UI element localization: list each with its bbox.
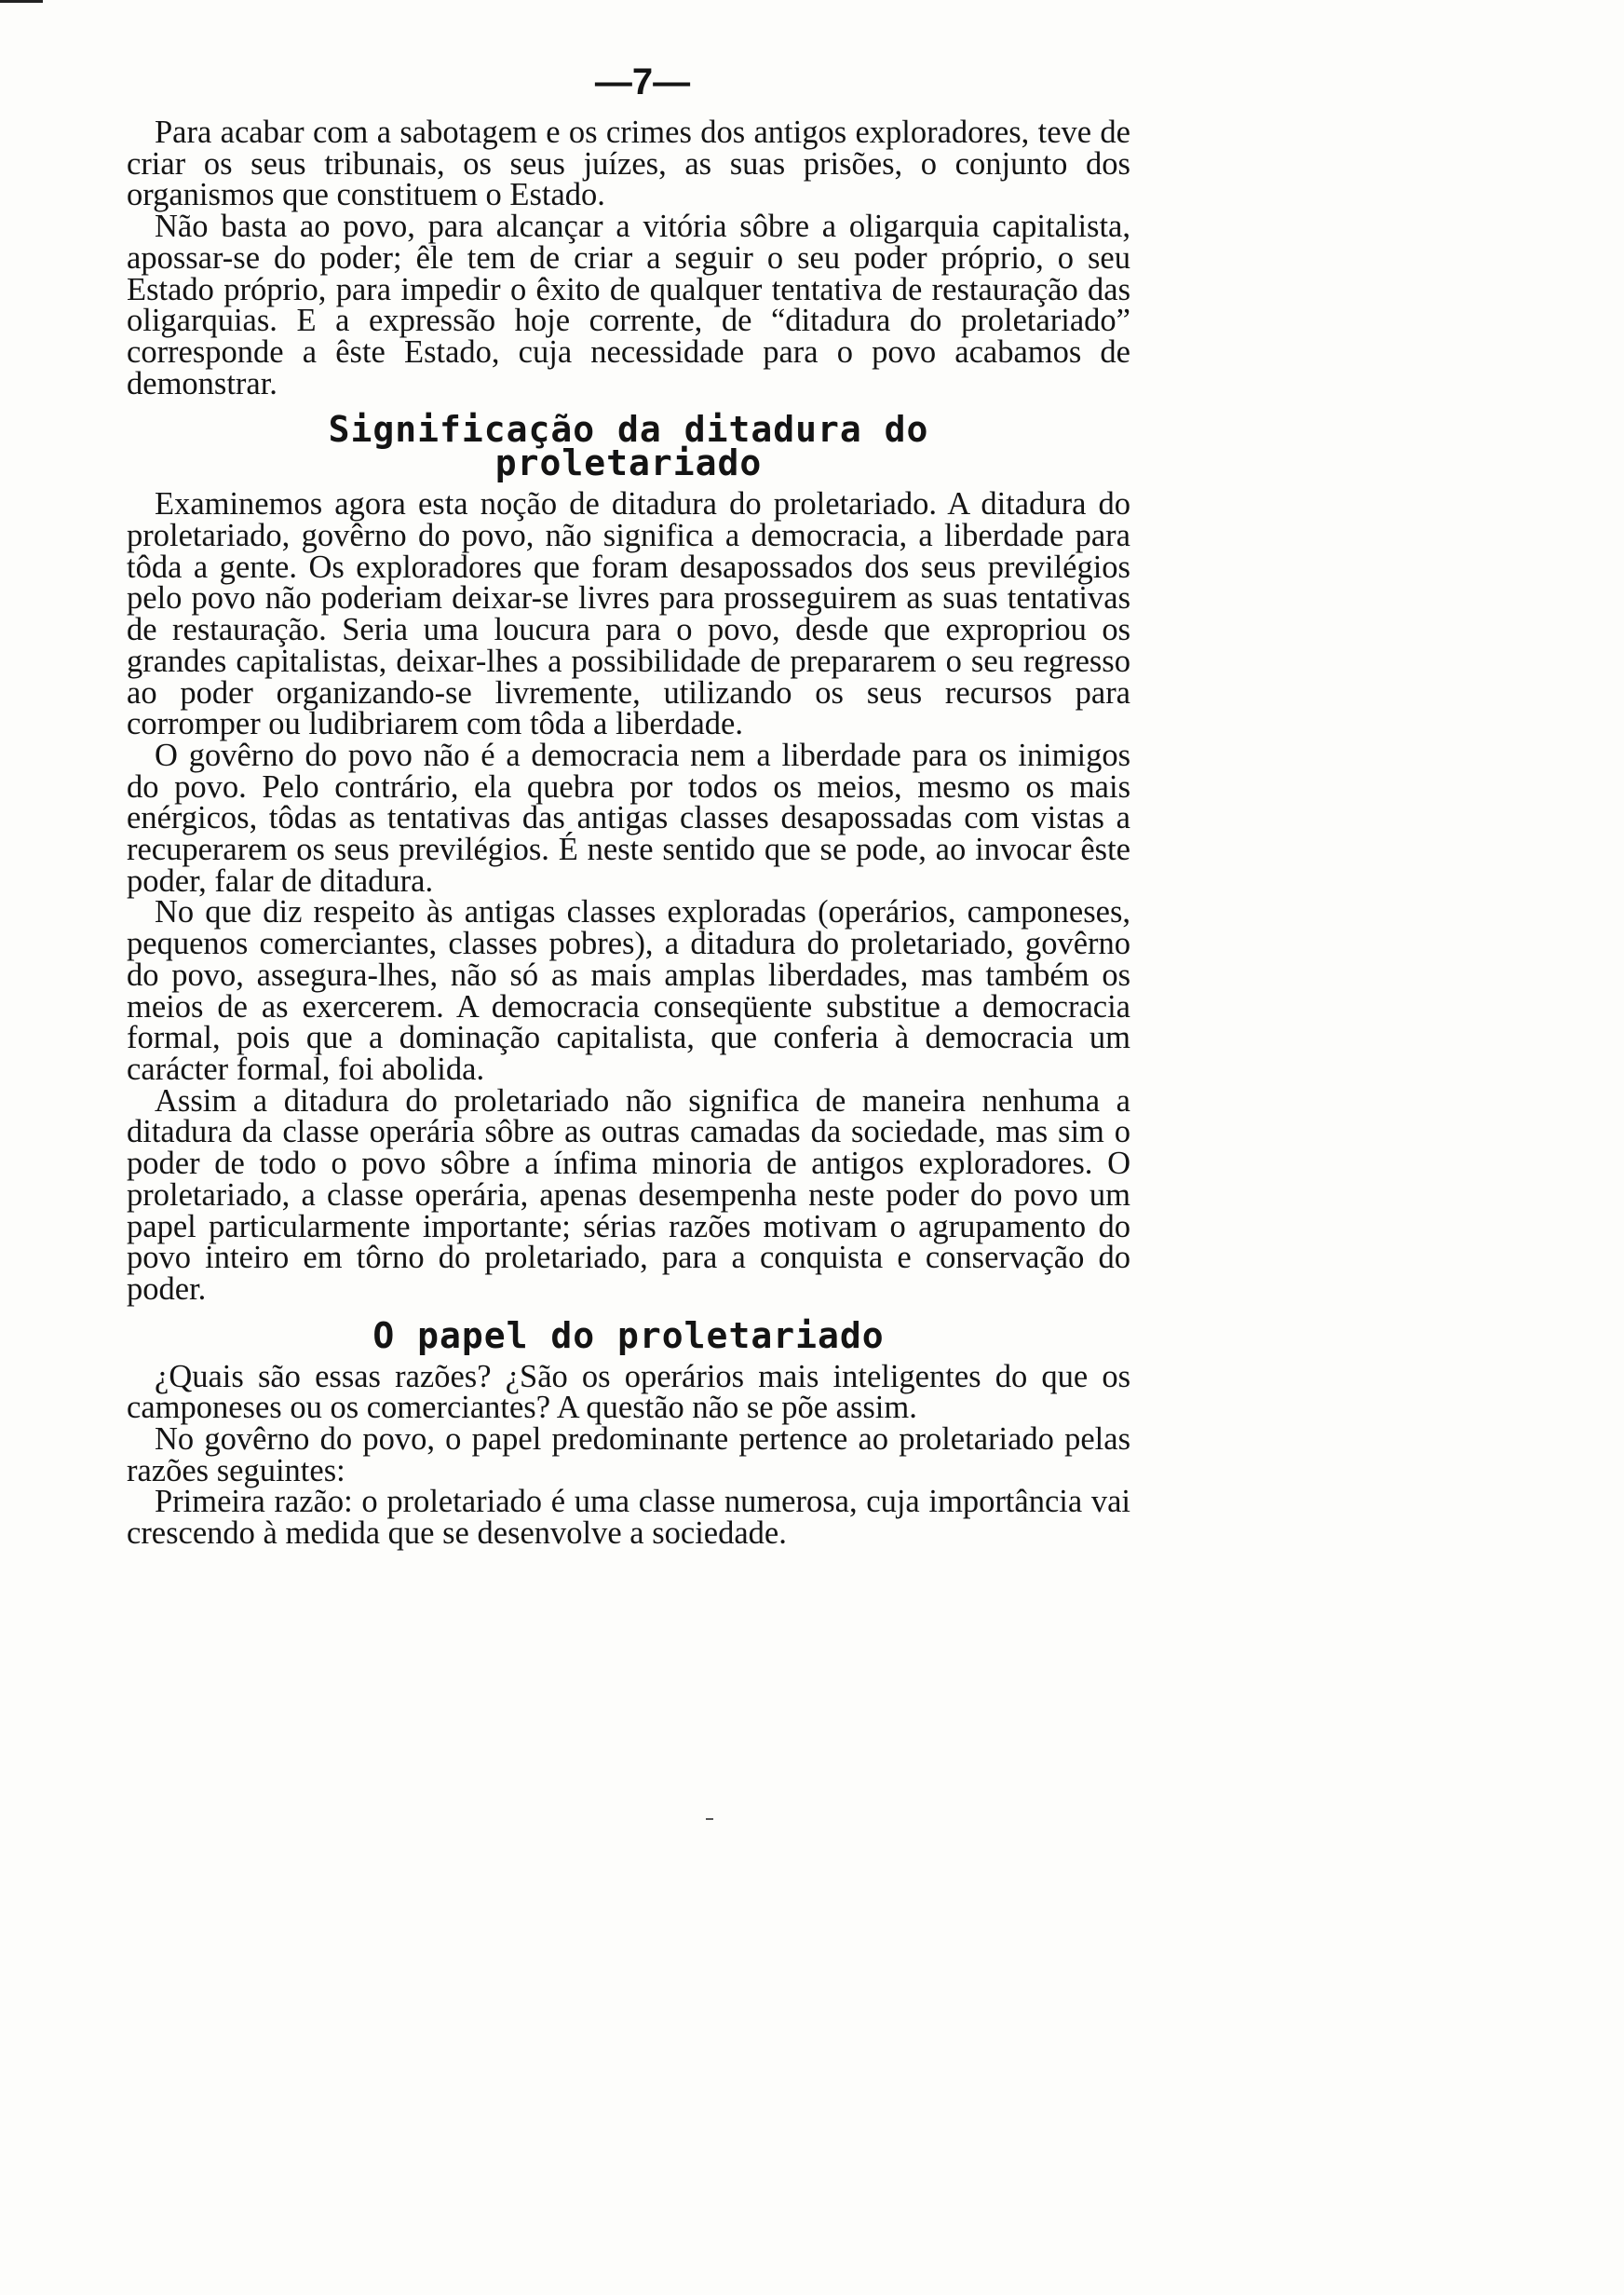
- section-heading-role: [127, 1314, 1130, 1356]
- paragraph-sabotage: Para acabar com a sabotagem e os crimes dos antigos exploradores, teve de criar os seus tribunais, os seus juízes, as suas prisões, o conjunto dos organismos que constituem o Estado.: [127, 115, 1130, 213]
- heading-line: proletariado: [494, 442, 763, 484]
- corner-rule: [0, 0, 43, 3]
- paragraph-first-reason: Primeira razão: o proletariado é uma classe numerosa, cuja importância vai crescendo à medida que se desenvolve a sociedade.: [127, 1484, 1130, 1552]
- body-text: [127, 117, 1130, 1550]
- page-number: —7—: [594, 61, 691, 102]
- paragraph-government-of-people: O govêrno do povo não é a democracia nem a liberdade para os inimigos do povo. Pelo contrário, ela quebra por todos os meios, mesmo os mais enérgicos, tôdas as tentativas das antigas classes desapossadas com vistas a recuperarem os seus previlégios. É neste sentido que se pode, ao invocar êste poder, falar de ditadura.: [127, 737, 1130, 899]
- heading-line: Significação da ditadura do: [328, 409, 929, 451]
- paragraph-power-of-people: Assim a ditadura do proletariado não significa de maneira nenhuma a ditadura da classe operária sôbre as outras camadas da sociedade, mas sim o poder de todo o povo sôbre a ínfima minoria de antigos exploradores. O proletariado, a classe operária, apenas desempenha neste poder do povo um papel particularmente importante; sérias razões motivam o agrupamento do povo inteiro em tôrno do proletariado, para a conquista e conservação do poder.: [127, 1082, 1130, 1307]
- paragraph-predominant-role: No govêrno do povo, o papel predominante pertence ao proletariado pelas razões seguintes:: [127, 1421, 1130, 1488]
- paragraph-notion-dictatorship: Examinemos agora esta noção de ditadura do proletariado. A ditadura do proletariado, govêrno do povo, não significa a democracia, a liberdade para tôda a gente. Os exploradores que foram desapossados dos seus previlégios pelo povo não poderiam deixar-se livres para prosseguirem as suas tentativas de restauração. Seria uma loucura para o povo, desde que expropriou os grandes capitalistas, deixar-lhes a possibilidade de prepararem o seu regresso ao poder organizando-se livremente, utilizando os seus recursos para corromper ou ludibriarem com tôda a liberdade.: [127, 486, 1130, 742]
- section-heading-significance: [127, 409, 1130, 484]
- bottom-mark: [706, 1818, 713, 1820]
- paragraph-own-state: Não basta ao povo, para alcançar a vitória sôbre a oligarquia capitalista, apossar-se do poder; êle tem de criar a seguir o seu poder próprio, o seu Estado próprio, para impedir o êxito de qualquer tentativa de restauração das oligarquias. E a expressão hoje corrente, de “ditadura do proletariado” corresponde a êste Estado, cuja necessidade para o povo acabamos de demonstrar.: [127, 209, 1130, 401]
- heading-line: O papel do proletariado: [372, 1314, 885, 1356]
- paragraph-exploited-classes: No que diz respeito às antigas classes exploradas (operários, camponeses, pequenos comerciantes, classes pobres), a ditadura do proletariado, govêrno do povo, assegura-lhes, não só as mais amplas liberdades, mas também os meios de as exercerem. A democracia conseqüente substitue a democracia formal, pois que a dominação capitalista, que conferia à democracia um carácter formal, foi abolida.: [127, 894, 1130, 1087]
- paragraph-which-reasons: ¿Quais são essas razões? ¿São os operários mais inteligentes do que os camponeses ou os comerciantes? A questão não se põe assim.: [127, 1358, 1130, 1426]
